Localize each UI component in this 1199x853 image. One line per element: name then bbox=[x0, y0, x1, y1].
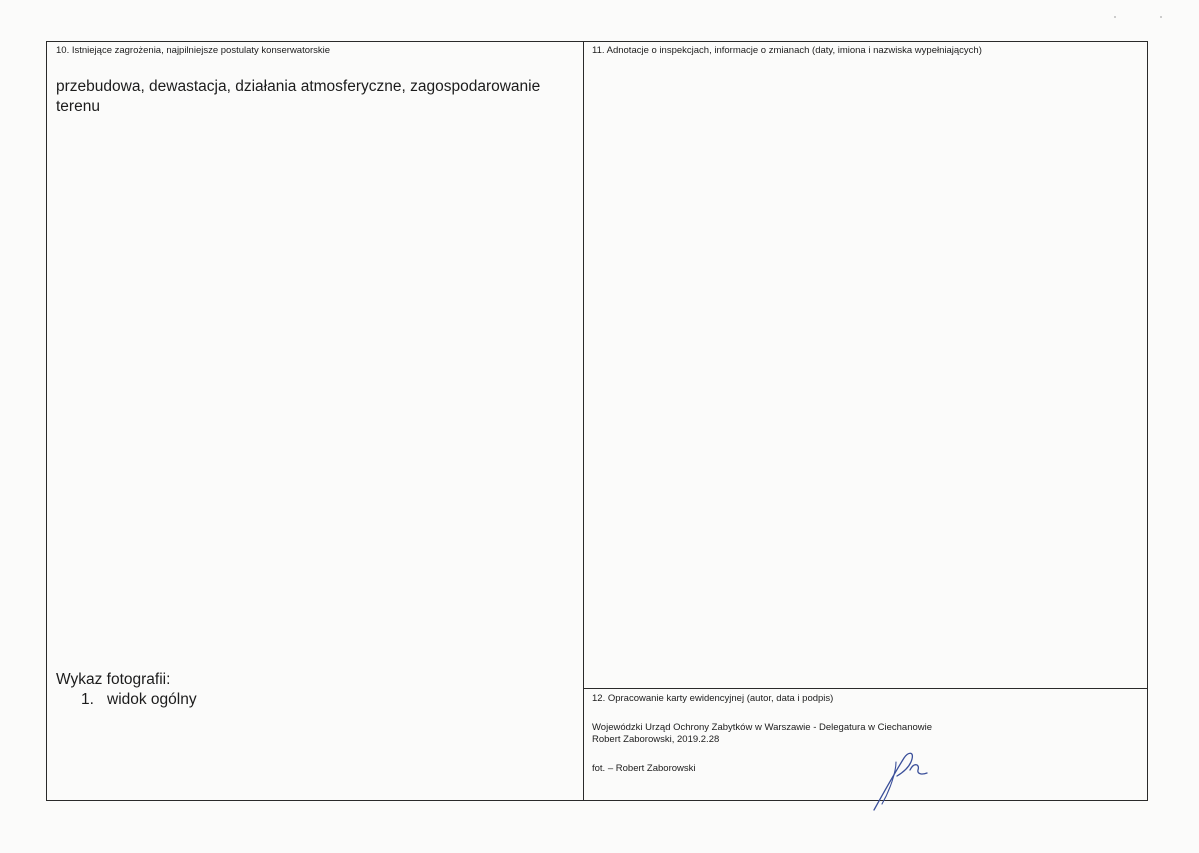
photo-list-item bbox=[81, 690, 197, 710]
photo-list-title: Wykaz fotografii: bbox=[56, 671, 171, 688]
handwritten-signature bbox=[872, 748, 942, 812]
column-divider bbox=[583, 42, 584, 800]
photo-list bbox=[81, 690, 197, 710]
scan-speck bbox=[1160, 16, 1162, 18]
section-11-header: 11. Adnotacje o inspekcjach, informacje o zmianach (daty, imiona i nazwiska wypełniających) bbox=[592, 45, 982, 56]
section-12-photo-credit: fot. – Robert Zaborowski bbox=[592, 763, 696, 774]
section-12-header: 12. Opracowanie karty ewidencyjnej (autor, data i podpis) bbox=[592, 693, 834, 704]
section-12-institution: Wojewódzki Urząd Ochrony Zabytków w Warszawie - Delegatura w Ciechanowie bbox=[592, 722, 933, 733]
photo-list-number: 1. bbox=[81, 691, 94, 708]
photo-list-label: widok ogólny bbox=[107, 691, 197, 708]
scan-speck bbox=[1114, 16, 1116, 18]
section-10-header: 10. Istniejące zagrożenia, najpilniejsze postulaty konserwatorskie bbox=[56, 45, 331, 56]
record-card-table bbox=[46, 41, 1148, 801]
section-10-content: przebudowa, dewastacja, działania atmosferyczne, zagospodarowanie terenu bbox=[56, 78, 541, 115]
section-12-author-date: Robert Zaborowski, 2019.2.28 bbox=[592, 734, 720, 745]
section-12-divider bbox=[584, 688, 1147, 689]
